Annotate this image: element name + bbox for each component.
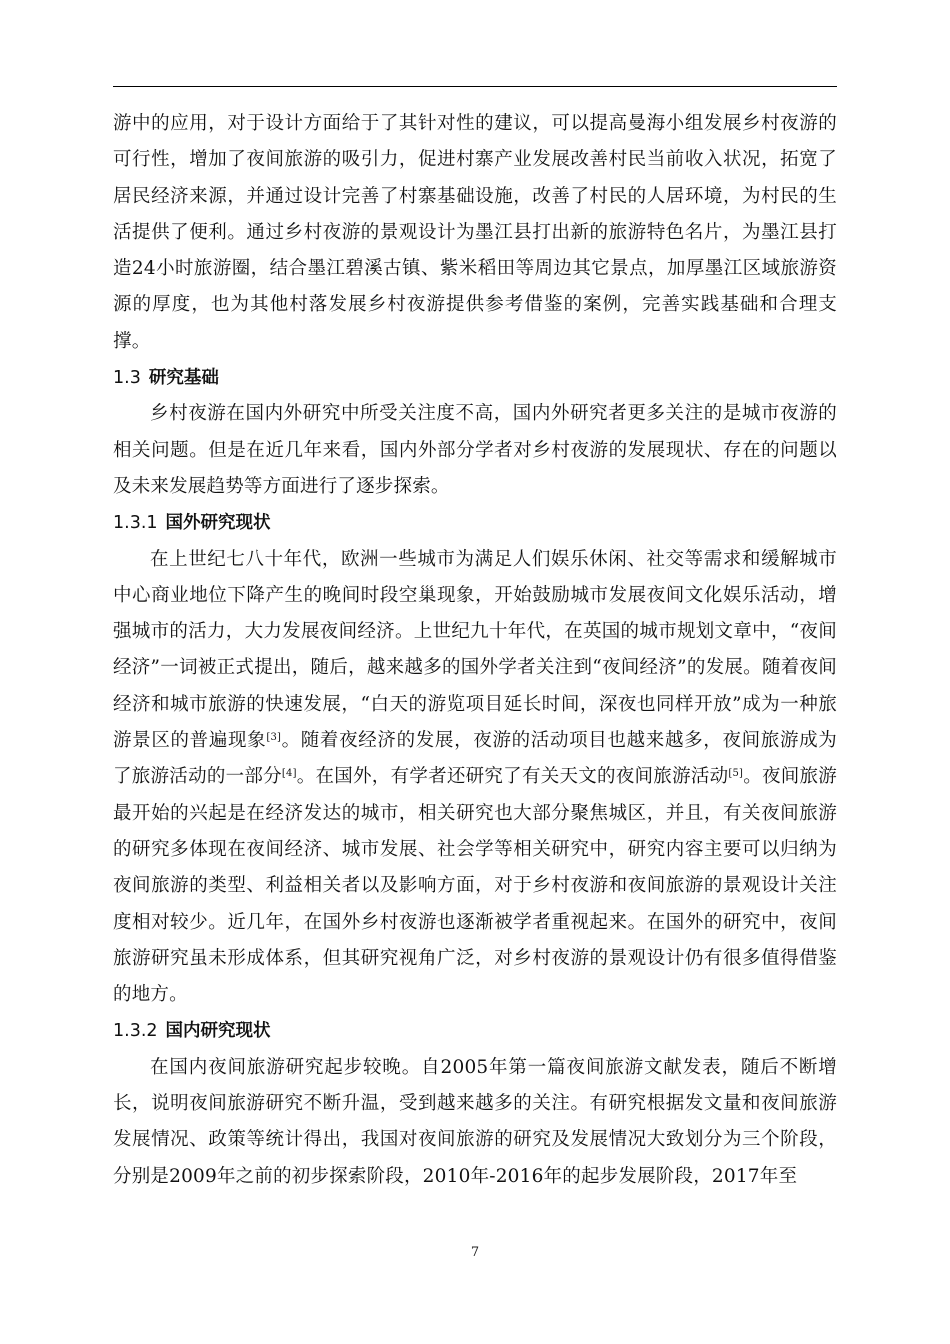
citation-ref[interactable]: [5] xyxy=(728,768,744,780)
text-run: 。在国外，有学者还研究了有关天文的夜间旅游活动 xyxy=(296,766,729,788)
text-run: 。随着夜经济的发展，夜游的活动项目也越来越多，夜间旅游成为了旅游活动的一部分 xyxy=(113,730,837,788)
paragraph-domestic-research: 在国内夜间旅游研究起步较晚。自2005年第一篇夜间旅游文献发表，随后不断增长，说明夜间旅游研究不断升温，受到越来越多的关注。有研究根据发文量和夜间旅游发展情况、政策等统计得出，我国对夜间旅游的研究及发展情况大致划分为三个阶段，分别是2009年之前的初步探索阶段，2010年-2016年的起步发展阶段，2017年至 xyxy=(113,1056,837,1187)
section-number: 1.3 xyxy=(113,368,141,389)
section-number: 1.3.1 xyxy=(113,513,158,534)
paragraph-continued: 游中的应用，对于设计方面给于了其针对性的建议，可以提高曼海小组发展乡村夜游的可行性，增加了夜间旅游的吸引力，促进村寨产业发展改善村民当前收入状况，拓宽了居民经济来源，并通过设计完善了村寨基础设施，改善了村民的人居环境，为村民的生活提供了便利。通过乡村夜游的景观设计为墨江县打出新的旅游特色名片，为墨江县打造24小时旅游圈，结合墨江碧溪古镇、紫米稻田等周边其它景点，加厚墨江区域旅游资源的厚度，也为其他村落发展乡村夜游提供参考借鉴的案例，完善实践基础和合理支撑。 xyxy=(113,113,837,352)
header-rule xyxy=(113,86,837,87)
document-body xyxy=(113,106,837,1195)
paragraph-foreign-research xyxy=(113,542,837,1014)
section-title: 国内研究现状 xyxy=(165,1021,271,1042)
paragraph-research-basis: 乡村夜游在国内外研究中所受关注度不高，国内外研究者更多关注的是城市夜游的相关问题。但是在近几年来看，国内外部分学者对乡村夜游的发展现状、存在的问题以及未来发展趋势等方面进行了逐步探索。 xyxy=(113,403,837,497)
page-number: 7 xyxy=(470,1245,480,1260)
section-heading-1-3-1 xyxy=(113,505,837,541)
text-run: 在上世纪七八十年代，欧洲一些城市为满足人们娱乐休闲、社交等需求和缓解城市中心商业地位下降产生的晚间时段空巢现象，开始鼓励城市发展夜间文化娱乐活动，增强城市的活力，大力发展夜间经济。上世纪九十年代，在英国的城市规划文章中，“夜间经济”一词被正式提出，随后，越来越多的国外学者关注到“夜间经济”的发展。随着夜间经济和城市旅游的快速发展，“白天的游览项目延长时间，深夜也同样开放”成为一种旅游景区的普遍现象 xyxy=(113,548,837,752)
section-title: 研究基础 xyxy=(148,368,219,389)
section-heading-1-3-2 xyxy=(113,1013,837,1049)
citation-ref[interactable]: [4] xyxy=(281,768,297,780)
section-number: 1.3.2 xyxy=(113,1021,158,1042)
section-title: 国外研究现状 xyxy=(165,513,271,534)
text-run: 。夜间旅游最开始的兴起是在经济发达的城市，相关研究也大部分聚焦城区，并且，有关夜间旅游的研究多体现在夜间经济、城市发展、社会学等相关研究中，研究内容主要可以归纳为夜间旅游的类型、利益相关者以及影响方面，对于乡村夜游和夜间旅游的景观设计关注度相对较少。近几年，在国外乡村夜游也逐渐被学者重视起来。在国外的研究中，夜间旅游研究虽未形成体系，但其研究视角广泛，对乡村夜游的景观设计仍有很多值得借鉴的地方。 xyxy=(113,766,837,1006)
citation-ref[interactable]: [3] xyxy=(266,732,282,744)
section-heading-1-3 xyxy=(113,360,837,396)
